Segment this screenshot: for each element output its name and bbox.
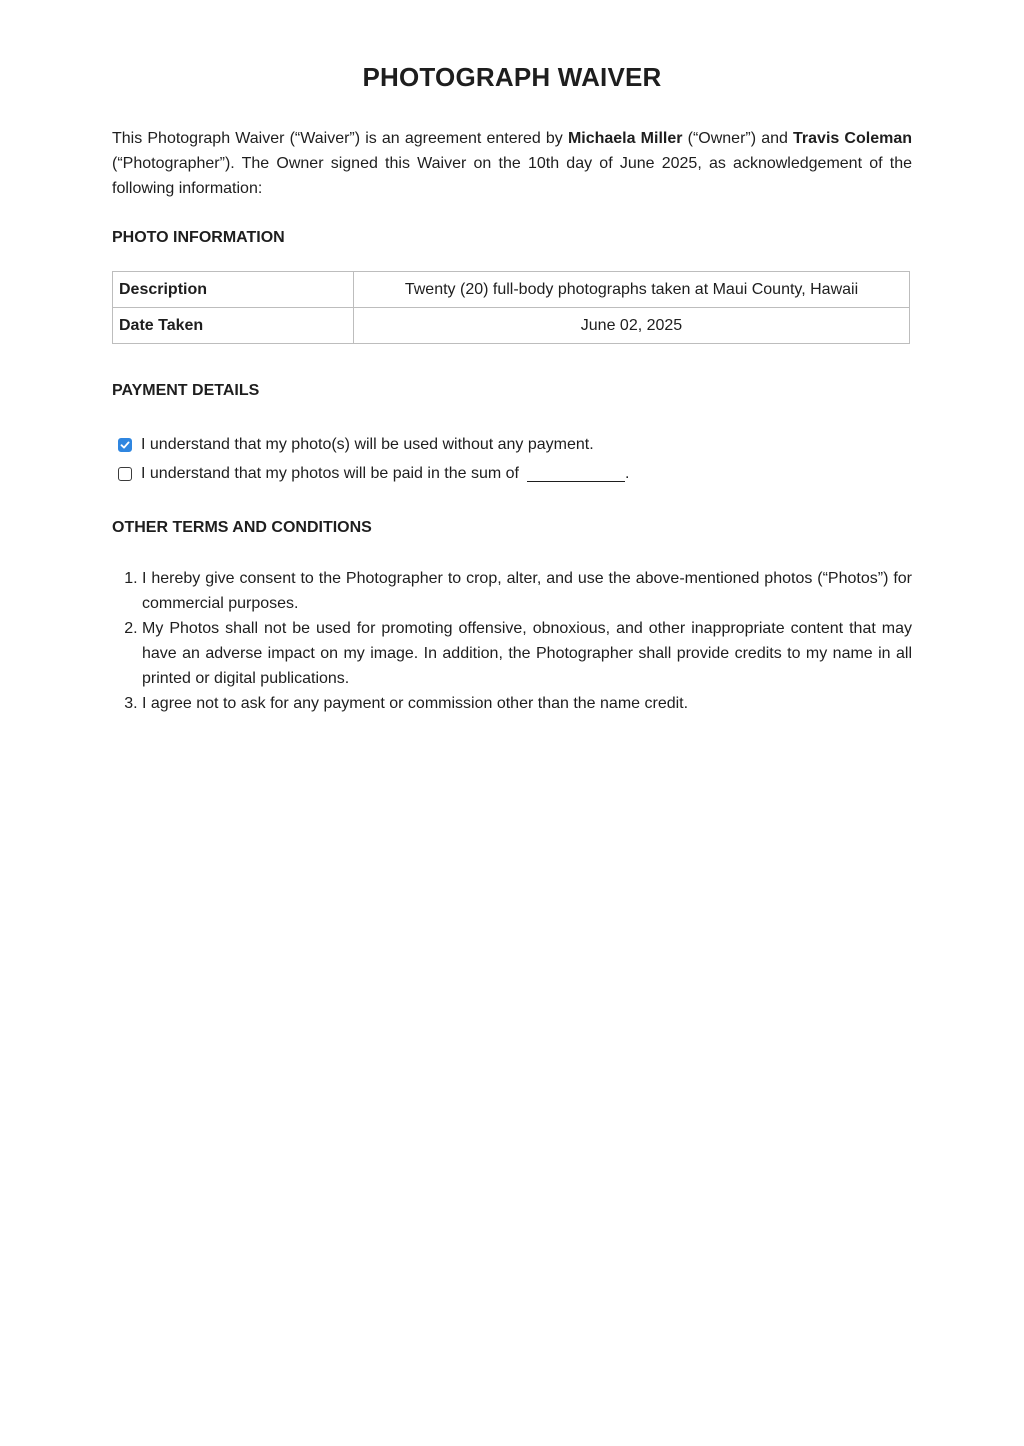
owner-name: Michaela Miller [567,130,683,147]
sum-blank-field[interactable] [527,467,625,482]
photo-information-heading: PHOTO INFORMATION [112,229,285,246]
paid-sum-label: I understand that my photos will be paid in the sum of [141,465,519,482]
table-row [113,308,910,344]
payment-option-paid [118,464,629,484]
description-label: Description [113,272,354,308]
list-item: 3. I agree not to ask for any payment or commission other than the name credit. [142,691,912,716]
list-item: 2. My Photos shall not be used for promoting offensive, obnoxious, and other inappropriate content that may have an adverse impact on my image. In addition, the Photographer shall provide credits to my name in all printed or digital publications. [142,616,912,691]
payment-details-heading: PAYMENT DETAILS [112,382,260,399]
payment-option-no-payment [118,435,594,455]
list-item: 1. I hereby give consent to the Photographer to crop, alter, and use the above-mentioned photos (“Photos”) for commercial purposes. [142,566,912,616]
no-payment-label: I understand that my photo(s) will be used without any payment. [141,436,594,453]
document-title: PHOTOGRAPH WAIVER [362,62,662,92]
date-taken-value: June 02, 2025 [354,308,910,344]
no-payment-checkbox[interactable] [118,438,132,452]
intro-text-3: (“Photographer”). The Owner signed this Waiver on the 10th day of June 2025, as acknowledgement of the following information: [112,155,912,197]
intro-text-2: (“Owner”) and [682,130,794,147]
intro-paragraph [112,126,912,201]
other-terms-heading: OTHER TERMS AND CONDITIONS [112,519,372,536]
paid-sum-checkbox[interactable] [118,467,132,481]
photo-information-table [112,271,910,344]
date-taken-label: Date Taken [113,308,354,344]
paid-sum-suffix: . [625,465,630,482]
intro-text-1: This Photograph Waiver (“Waiver”) is an agreement entered by [112,130,568,147]
terms-list [112,566,912,716]
checkmark-icon [120,440,130,450]
description-value: Twenty (20) full-body photographs taken at Maui County, Hawaii [354,272,910,308]
photographer-name: Travis Coleman [793,130,913,147]
table-row [113,272,910,308]
